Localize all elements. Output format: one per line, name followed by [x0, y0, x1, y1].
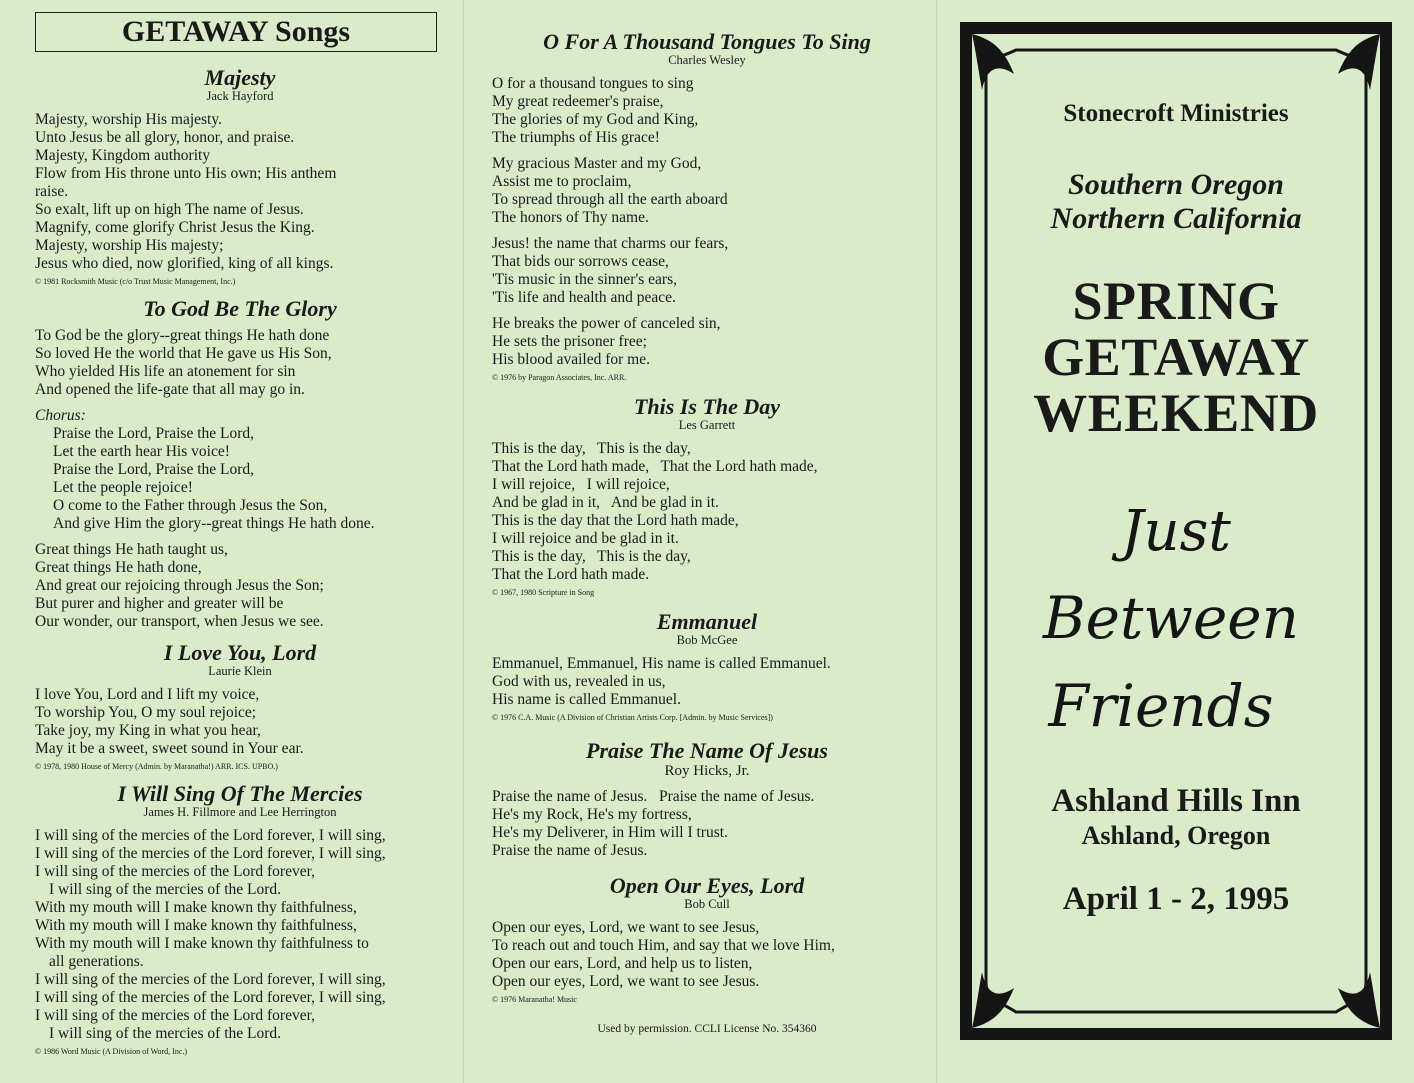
song-emmanuel [492, 610, 922, 723]
region-line: Southern Oregon [1068, 168, 1284, 201]
lyric-line: Magnify, come glorify Christ Jesus the King. [35, 219, 315, 236]
song-to-god-be-the-glory [35, 297, 445, 631]
lyric-line: And opened the life-gate that all may go in. [35, 381, 305, 398]
lyric-line: O for a thousand tongues to sing [492, 75, 694, 92]
lyric-line: Open our eyes, Lord, we want to see Jesus, [492, 919, 760, 936]
title-line: WEEKEND [1033, 383, 1319, 443]
lyric-line: To spread through all the earth aboard [492, 191, 728, 208]
fold-line [936, 0, 937, 1083]
song-title: To God Be The Glory [143, 296, 337, 321]
lyric-line: Praise the Lord, Praise the Lord, [53, 425, 255, 442]
song-o-for-a-thousand-tongues [492, 30, 922, 383]
lyric-line: And give Him the glory--great things He hath done. [53, 515, 375, 532]
song-author: James H. Fillmore and Lee Herrington [143, 805, 337, 819]
song-title: Emmanuel [656, 609, 758, 634]
lyric-line: This is the day, This is the day, [492, 548, 691, 565]
lyric-line: And great our rejoicing through Jesus the Son; [35, 577, 324, 594]
lyric-line: Assist me to proclaim, [492, 173, 632, 190]
lyric-line: Open our ears, Lord, and help us to listen, [492, 955, 753, 972]
song-praise-the-name-of-jesus [492, 739, 922, 860]
lyric-line: Flow from His throne unto His own; His anthem [35, 165, 337, 182]
lyric-line: Praise the name of Jesus. Praise the name of Jesus. [492, 788, 815, 805]
lyric-line: So exalt, lift up on high The name of Jesus. [35, 201, 304, 218]
lyric-line: Jesus who died, now glorified, king of all kings. [35, 255, 334, 272]
lyric-line: My great redeemer's praise, [492, 93, 664, 110]
theme-line: Just [1121, 499, 1231, 564]
song-title: Praise The Name Of Jesus [586, 738, 828, 763]
lyric-line: I love You, Lord and I lift my voice, [35, 686, 260, 703]
lyric-line: I will sing of the mercies of the Lord. [49, 881, 282, 898]
song-title: O For A Thousand Tongues To Sing [543, 29, 871, 54]
song-author: Laurie Klein [208, 664, 272, 678]
lyric-line: That the Lord hath made, That the Lord hath made, [492, 458, 818, 475]
song-author: Charles Wesley [668, 53, 746, 67]
copyright-notice: © 1978, 1980 House of Mercy (Admin. by Maranatha!) ARR. ICS. UPBO.) [35, 762, 278, 771]
lyric-line: Great things He hath taught us, [35, 541, 228, 558]
lyric-line: Jesus! the name that charms our fears, [492, 235, 729, 252]
song-author: Bob Cull [684, 897, 730, 911]
event-title [956, 273, 1396, 441]
lyric-line: I will sing of the mercies of the Lord forever, [35, 863, 316, 880]
lyric-line: I will sing of the mercies of the Lord forever, [35, 1007, 316, 1024]
lyric-line: I will sing of the mercies of the Lord forever, I will sing, [35, 845, 386, 862]
lyric-line: I will rejoice and be glad in it. [492, 530, 679, 547]
organization-name: Stonecroft Ministries [1063, 100, 1289, 127]
lyric-line: To reach out and touch Him, and say that we love Him, [492, 937, 835, 954]
song-lyrics [35, 111, 445, 273]
copyright-notice: © 1986 Word Music (A Division of Word, Inc.) [35, 1047, 188, 1056]
lyric-line: The glories of my God and King, [492, 111, 699, 128]
lyric-line: To worship You, O my soul rejoice; [35, 704, 257, 721]
lyric-line: Emmanuel, Emmanuel, His name is called Emmanuel. [492, 655, 831, 672]
lyric-line: He breaks the power of canceled sin, [492, 315, 721, 332]
lyric-line: He's my Deliverer, in Him will I trust. [492, 824, 728, 841]
lyric-line: God with us, revealed in us, [492, 673, 666, 690]
song-open-our-eyes-lord [492, 874, 922, 1005]
lyric-line: Majesty, worship His majesty. [35, 111, 222, 128]
song-title: This Is The Day [633, 394, 781, 419]
copyright-notice: © 1967, 1980 Scripture in Song [492, 588, 595, 597]
lyric-line: With my mouth will I make known thy faithfulness to [35, 935, 369, 952]
song-i-will-sing-of-the-mercies [35, 782, 445, 1057]
song-author: Jack Hayford [206, 89, 274, 103]
copyright-notice: © 1976 C.A. Music (A Division of Christian Artists Corp. [Admin. by Music Services]) [492, 713, 773, 722]
lyric-line: He sets the prisoner free; [492, 333, 647, 350]
lyric-line: Majesty, Kingdom authority [35, 147, 211, 164]
song-author: Les Garrett [678, 418, 736, 432]
cover-panel [938, 0, 1414, 1083]
lyric-line: O come to the Father through Jesus the Son, [53, 497, 328, 514]
lyric-line: He's my Rock, He's my fortress, [492, 806, 692, 823]
region-line: Northern California [1050, 202, 1302, 235]
venue-city: Ashland, Oregon [1081, 821, 1271, 850]
lyric-line: This is the day that the Lord hath made, [492, 512, 739, 529]
lyric-line: So loved He the world that He gave us His Son, [35, 345, 332, 362]
lyric-line: all generations. [49, 953, 144, 970]
lyric-line: I will sing of the mercies of the Lord. [49, 1025, 282, 1042]
title-line: GETAWAY [1042, 327, 1310, 387]
chorus-label: Chorus: [35, 407, 86, 424]
lyric-line: Let the earth hear His voice! [53, 443, 230, 460]
fold-line [463, 0, 464, 1083]
title-line: SPRING [1072, 271, 1280, 331]
copyright-notice: © 1981 Rocksmith Music (c/o Trust Music Management, Inc.) [35, 277, 236, 286]
lyric-line: I will sing of the mercies of the Lord forever, I will sing, [35, 827, 386, 844]
lyric-line: raise. [35, 183, 69, 200]
lyric-line: His blood availed for me. [492, 351, 650, 368]
lyric-line: Take joy, my King in what you hear, [35, 722, 261, 739]
copyright-notice: © 1976 Maranatha! Music [492, 995, 577, 1004]
song-title: I Will Sing Of The Mercies [117, 781, 363, 806]
lyric-line: But purer and higher and greater will be [35, 595, 284, 612]
lyric-line: I will sing of the mercies of the Lord forever, I will sing, [35, 971, 386, 988]
venue-name: Ashland Hills Inn [1051, 783, 1301, 819]
song-author: Bob McGee [676, 633, 738, 647]
lyric-line: 'Tis life and health and peace. [492, 289, 676, 306]
song-title: Majesty [204, 65, 276, 90]
lyric-line: 'Tis music in the sinner's ears, [492, 271, 677, 288]
theme-script [1011, 488, 1341, 748]
song-title: Open Our Eyes, Lord [609, 873, 805, 898]
lyric-line: This is the day, This is the day, [492, 440, 691, 457]
lyric-line: Who yielded His life an atonement for sin [35, 363, 296, 380]
lyric-line: And be glad in it, And be glad in it. [492, 494, 719, 511]
song-i-love-you-lord [35, 641, 445, 772]
lyric-line: To God be the glory--great things He hath done [35, 327, 330, 344]
lyric-line: May it be a sweet, sweet sound in Your ear. [35, 740, 304, 757]
song-title: I Love You, Lord [163, 640, 317, 665]
lyric-line: Praise the Lord, Praise the Lord, [53, 461, 255, 478]
lyric-line: That bids our sorrows cease, [492, 253, 669, 270]
license-footer: Used by permission. CCLI License No. 354360 [597, 1023, 817, 1035]
event-date: April 1 - 2, 1995 [1062, 881, 1290, 917]
region [956, 168, 1396, 236]
copyright-notice: © 1976 by Paragon Associates, Inc. ARR. [492, 373, 627, 382]
lyric-line: The triumphs of His grace! [492, 129, 660, 146]
lyric-line: Praise the name of Jesus. [492, 842, 648, 859]
lyric-line: Our wonder, our transport, when Jesus we see. [35, 613, 324, 630]
cover-content [956, 18, 1396, 1044]
left-panel [0, 0, 462, 1083]
song-majesty [35, 66, 445, 287]
song-this-is-the-day [492, 395, 922, 598]
lyric-line: Great things He hath done, [35, 559, 202, 576]
song-author: Roy Hicks, Jr. [664, 763, 750, 779]
theme-line: Friends [1048, 672, 1274, 740]
lyric-line: Let the people rejoice! [53, 479, 193, 496]
middle-panel [466, 0, 934, 1083]
lyric-line: I will rejoice, I will rejoice, [492, 476, 670, 493]
theme-line: Between [1043, 584, 1299, 652]
lyric-line: Open our eyes, Lord, we want to see Jesus. [492, 973, 760, 990]
lyric-line: I will sing of the mercies of the Lord forever, I will sing, [35, 989, 386, 1006]
lyric-line: My gracious Master and my God, [492, 155, 702, 172]
lyric-line: His name is called Emmanuel. [492, 691, 681, 708]
lyric-line: That the Lord hath made. [492, 566, 650, 583]
lyric-line: With my mouth will I make known thy faithfulness, [35, 899, 357, 916]
lyric-line: With my mouth will I make known thy faithfulness, [35, 917, 357, 934]
lyric-line: The honors of Thy name. [492, 209, 649, 226]
lyric-line: Majesty, worship His majesty; [35, 237, 224, 254]
songs-heading: GETAWAY Songs [35, 12, 437, 52]
lyric-line: Unto Jesus be all glory, honor, and praise. [35, 129, 295, 146]
